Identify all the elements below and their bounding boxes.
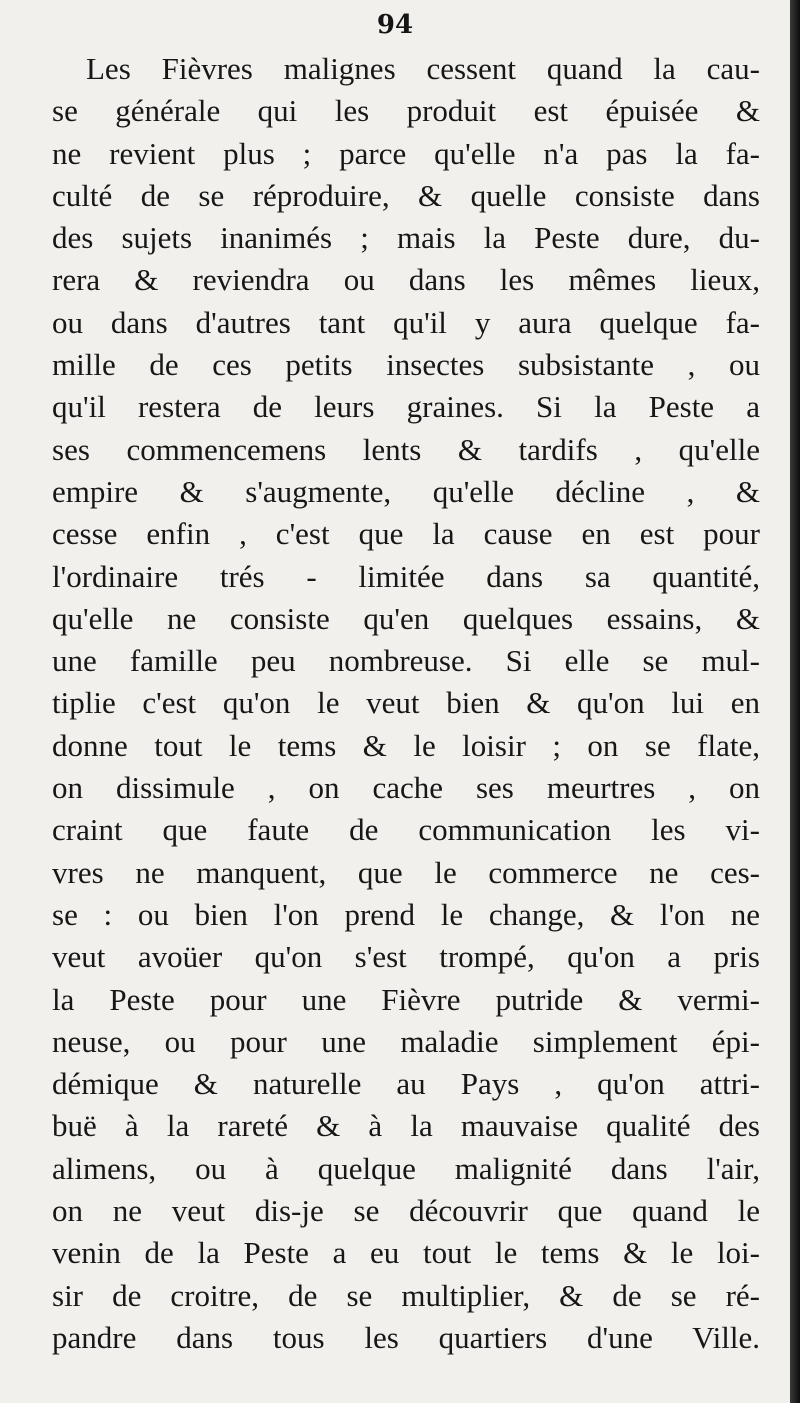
text-line: Les Fièvres malignes cessent quand la cau- [86, 51, 760, 86]
text-line: sir de croitre, de se multiplier, & de se ré- [52, 1277, 760, 1313]
text-line: venin de la Peste a eu tout le tems & le loi- [52, 1235, 760, 1271]
page-edge-shadow [790, 0, 800, 1403]
text-line: culté de se réproduire, & quelle consiste dans [52, 177, 760, 213]
text-line: démique & naturelle au Pays , qu'on attri- [52, 1066, 760, 1102]
text-line: pandre dans tous les quartiers d'une Ville. [52, 1319, 760, 1355]
text-line: on dissimule , on cache ses meurtres , on [52, 770, 760, 806]
text-line: donne tout le tems & le loisir ; on se flate, [52, 727, 760, 763]
text-line: on ne veut dis-je se découvrir que quand le [52, 1193, 760, 1229]
text-line: qu'il restera de leurs graines. Si la Peste a [52, 389, 760, 425]
text-line: mille de ces petits insectes subsistante , ou [52, 347, 760, 383]
text-line: neuse, ou pour une maladie simplement épi- [52, 1023, 760, 1059]
page-number: 94 [376, 10, 414, 40]
text-line: une famille peu nombreuse. Si elle se mul- [52, 643, 760, 679]
text-line: se : ou bien l'on prend le change, & l'on ne [52, 896, 760, 932]
body-text [52, 48, 760, 1359]
text-line: tiplie c'est qu'on le veut bien & qu'on lui en [52, 685, 760, 721]
text-line: des sujets inanimés ; mais la Peste dure, du- [52, 220, 760, 256]
text-line: craint que faute de communication les vi- [52, 812, 760, 848]
text-line: vres ne manquent, que le commerce ne ces- [52, 854, 760, 890]
text-line: ne revient plus ; parce qu'elle n'a pas la fa- [52, 135, 760, 171]
text-line: empire & s'augmente, qu'elle décline , & [52, 473, 760, 509]
text-line: veut avoüer qu'on s'est trompé, qu'on a pris [52, 939, 760, 975]
text-line: alimens, ou à quelque malignité dans l'air, [52, 1150, 760, 1186]
text-line: se générale qui les produit est épuisée & [52, 93, 760, 129]
text-line: qu'elle ne consiste qu'en quelques essains, & [52, 600, 760, 636]
text-line: cesse enfin , c'est que la cause en est pour [52, 516, 760, 552]
text-line: la Peste pour une Fièvre putride & vermi- [52, 981, 760, 1017]
text-line: ses commencemens lents & tardifs , qu'elle [52, 431, 760, 467]
text-line: rera & reviendra ou dans les mêmes lieux, [52, 262, 760, 298]
text-line: l'ordinaire trés - limitée dans sa quantité, [52, 558, 760, 594]
text-line: buë à la rareté & à la mauvaise qualité des [52, 1108, 760, 1144]
text-line: ou dans d'autres tant qu'il y aura quelque fa- [52, 304, 760, 340]
